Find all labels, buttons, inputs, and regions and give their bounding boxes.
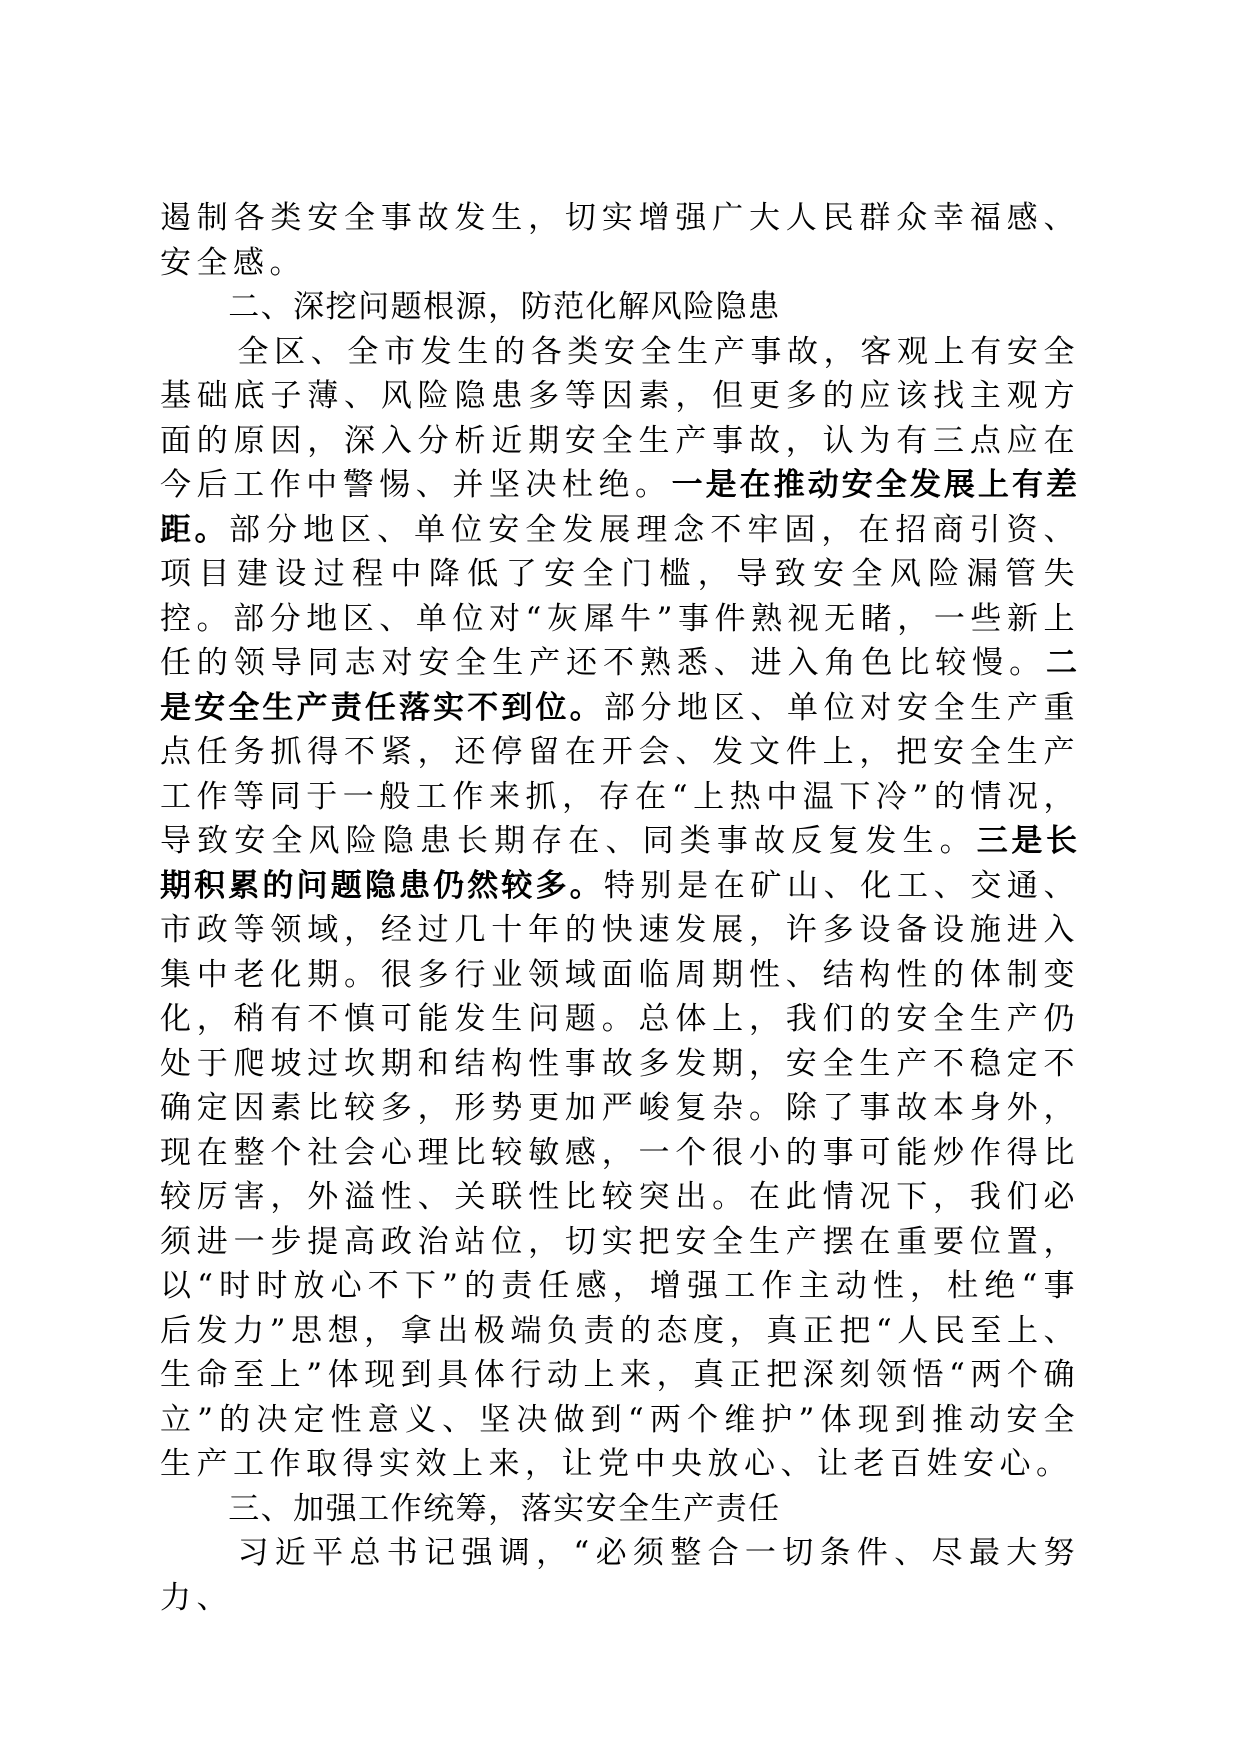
section-two-paragraph: [160, 330, 1080, 1487]
point-one-title: 一是在推动安全发展上有差距。: [160, 467, 1081, 548]
point-two-title: 二是安全生产责任落实不到位。: [160, 645, 1080, 726]
section-three-intro-text: 习近平总书记强调，“必须整合一切条件、尽最大努力、: [160, 1535, 1080, 1616]
point-two-text: 部分地区、单位对安全生产重点任务抓得不紧，还停留在开会、发文件上，把安全生产工作等同于一般工作来抓，存在“上热中温下冷”的情况，导致安全风险隐患长期存在、同类事故反复发生。: [160, 689, 1081, 859]
point-three-title: 三是长期积累的问题隐患仍然较多。: [160, 823, 1080, 904]
section-two-heading-text: 二、深挖问题根源，防范化解风险隐患: [228, 289, 781, 325]
continuation-text: 遏制各类安全事故发生，切实增强广大人民群众幸福感、安全感。: [160, 200, 1080, 281]
section-three-heading: [160, 1487, 1080, 1532]
section-two-heading: [160, 285, 1080, 330]
continuation-paragraph: [160, 196, 1080, 285]
point-three-text: 特别是在矿山、化工、交通、市政等领域，经过几十年的快速发展，许多设备设施进入集中老化期。很多行业领域面临周期性、结构性的体制变化，稍有不慎可能发生问题。总体上，我们的安全生产仍处于爬坡过坎期和结构性事故多发期，安全生产不稳定不确定因素比较多，形势更加严峻复杂。除了事故本身外，现在整个社会心理比较敏感，一个很小的事可能炒作得比较厉害，外溢性、关联性比较突出。在此情况下，我们必须进一步提高政治站位，切实把安全生产摆在重要位置，以“时时放心不下”的责任感，增强工作主动性，杜绝“事后发力”思想，拿出极端负责的态度，真正把“人民至上、生命至上”体现到具体行动上来，真正把深刻领悟“两个确立”的决定性意义、坚决做到“两个维护”体现到推动安全生产工作取得实效上来，让党中央放心、让老百姓安心。: [160, 867, 1081, 1482]
document-body: [160, 196, 1080, 1620]
point-one-text: 部分地区、单位安全发展理念不牢固，在招商引资、项目建设过程中降低了安全门槛，导致安全风险漏管失控。部分地区、单位对“灰犀牛”事件熟视无睹，一些新上任的领导同志对安全生产还不熟悉、进入角色比较慢。: [160, 511, 1081, 681]
section-three-heading-text: 三、加强工作统筹，落实安全生产责任: [228, 1490, 781, 1527]
section-three-paragraph: [160, 1531, 1080, 1620]
section-two-intro-text: 全区、全市发生的各类安全生产事故，客观上有安全基础底子薄、风险隐患多等因素，但更多的应该找主观方面的原因，深入分析近期安全生产事故，认为有三点应在今后工作中警惕、并坚决杜绝。: [160, 333, 1080, 503]
